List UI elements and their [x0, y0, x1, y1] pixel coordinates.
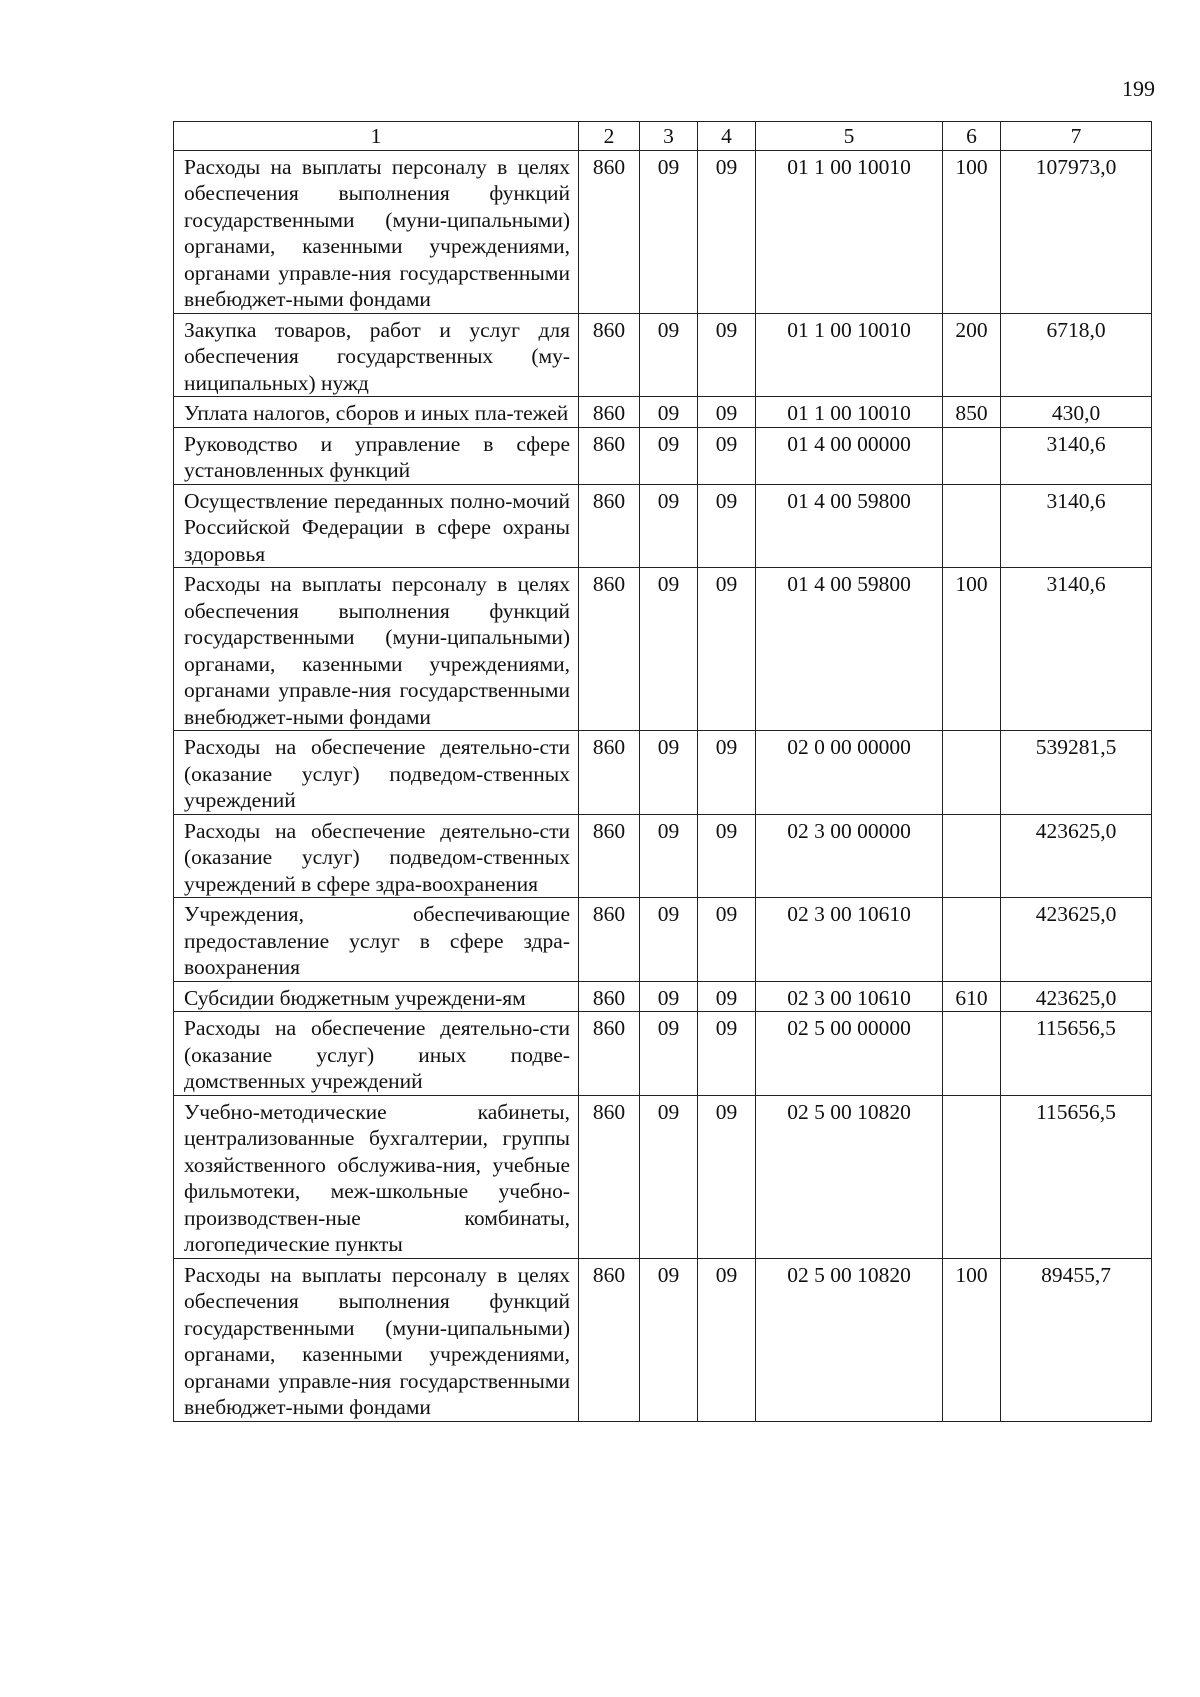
subsection-code-cell: 09 — [698, 1095, 756, 1258]
section-code-cell: 09 — [640, 150, 698, 313]
expense-type-cell — [943, 484, 1001, 568]
expense-type-cell — [943, 1095, 1001, 1258]
subsection-code-cell: 09 — [698, 898, 756, 982]
target-article-cell: 01 4 00 59800 — [756, 484, 943, 568]
ministry-code-cell: 860 — [579, 814, 640, 898]
section-code-cell: 09 — [640, 1258, 698, 1421]
amount-cell: 107973,0 — [1001, 150, 1152, 313]
expense-name-cell: Закупка товаров, работ и услуг для обеспечения государственных (му-ниципальных) нужд — [174, 313, 579, 397]
table-row — [174, 898, 1152, 982]
ministry-code-cell: 860 — [579, 1258, 640, 1421]
table-row — [174, 150, 1152, 313]
amount-cell: 539281,5 — [1001, 731, 1152, 815]
table-row — [174, 1012, 1152, 1096]
ministry-code-cell: 860 — [579, 731, 640, 815]
expense-type-cell — [943, 427, 1001, 484]
subsection-code-cell: 09 — [698, 1012, 756, 1096]
target-article-cell: 01 1 00 10010 — [756, 313, 943, 397]
expense-name-cell: Осуществление переданных полно-мочий Российской Федерации в сфере охраны здоровья — [174, 484, 579, 568]
table-row — [174, 313, 1152, 397]
expense-name-cell: Расходы на обеспечение деятельно-сти (оказание услуг) подведом-ственных учреждений — [174, 731, 579, 815]
table-row — [174, 981, 1152, 1012]
subsection-code-cell: 09 — [698, 313, 756, 397]
table-body — [174, 150, 1152, 1421]
target-article-cell: 01 4 00 59800 — [756, 568, 943, 731]
table-row — [174, 484, 1152, 568]
ministry-code-cell: 860 — [579, 313, 640, 397]
ministry-code-cell: 860 — [579, 1012, 640, 1096]
amount-cell: 3140,6 — [1001, 484, 1152, 568]
expense-type-cell: 100 — [943, 1258, 1001, 1421]
expense-type-cell — [943, 898, 1001, 982]
column-header-4: 4 — [698, 122, 756, 151]
subsection-code-cell: 09 — [698, 427, 756, 484]
table-row — [174, 731, 1152, 815]
column-header-1: 1 — [174, 122, 579, 151]
column-header-7: 7 — [1001, 122, 1152, 151]
expense-name-cell: Субсидии бюджетным учреждени-ям — [174, 981, 579, 1012]
expense-name-cell: Расходы на выплаты персоналу в целях обеспечения выполнения функций государственными (муни-ципальными) органами, казенными учреждениями, органами управле-ния государственными внебюджет-ными фондами — [174, 1258, 579, 1421]
section-code-cell: 09 — [640, 1095, 698, 1258]
ministry-code-cell: 860 — [579, 397, 640, 428]
expense-name-cell: Руководство и управление в сфере установленных функций — [174, 427, 579, 484]
expense-type-cell: 100 — [943, 150, 1001, 313]
target-article-cell: 01 1 00 10010 — [756, 397, 943, 428]
subsection-code-cell: 09 — [698, 150, 756, 313]
column-header-5: 5 — [756, 122, 943, 151]
target-article-cell: 02 3 00 00000 — [756, 814, 943, 898]
expense-name-cell: Уплата налогов, сборов и иных пла-тежей — [174, 397, 579, 428]
table-row — [174, 814, 1152, 898]
target-article-cell: 02 5 00 10820 — [756, 1095, 943, 1258]
subsection-code-cell: 09 — [698, 1258, 756, 1421]
target-article-cell: 02 3 00 10610 — [756, 981, 943, 1012]
ministry-code-cell: 860 — [579, 150, 640, 313]
target-article-cell: 02 5 00 10820 — [756, 1258, 943, 1421]
expense-type-cell — [943, 1012, 1001, 1096]
budget-table — [173, 121, 1152, 1422]
amount-cell: 423625,0 — [1001, 981, 1152, 1012]
table-row — [174, 568, 1152, 731]
ministry-code-cell: 860 — [579, 898, 640, 982]
expense-type-cell — [943, 814, 1001, 898]
amount-cell: 115656,5 — [1001, 1095, 1152, 1258]
amount-cell: 3140,6 — [1001, 427, 1152, 484]
expense-type-cell: 200 — [943, 313, 1001, 397]
ministry-code-cell: 860 — [579, 981, 640, 1012]
target-article-cell: 01 4 00 00000 — [756, 427, 943, 484]
target-article-cell: 02 5 00 00000 — [756, 1012, 943, 1096]
amount-cell: 115656,5 — [1001, 1012, 1152, 1096]
section-code-cell: 09 — [640, 898, 698, 982]
section-code-cell: 09 — [640, 814, 698, 898]
expense-name-cell: Расходы на выплаты персоналу в целях обеспечения выполнения функций государственными (муни-ципальными) органами, казенными учреждениями, органами управле-ния государственными внебюджет-ными фондами — [174, 568, 579, 731]
expense-name-cell: Расходы на обеспечение деятельно-сти (оказание услуг) иных подве-домственных учреждений — [174, 1012, 579, 1096]
ministry-code-cell: 860 — [579, 568, 640, 731]
amount-cell: 6718,0 — [1001, 313, 1152, 397]
section-code-cell: 09 — [640, 313, 698, 397]
subsection-code-cell: 09 — [698, 397, 756, 428]
target-article-cell: 02 3 00 10610 — [756, 898, 943, 982]
table-row — [174, 397, 1152, 428]
target-article-cell: 01 1 00 10010 — [756, 150, 943, 313]
section-code-cell: 09 — [640, 484, 698, 568]
table-row — [174, 427, 1152, 484]
subsection-code-cell: 09 — [698, 568, 756, 731]
table-header-row — [174, 122, 1152, 151]
subsection-code-cell: 09 — [698, 814, 756, 898]
expense-type-cell — [943, 731, 1001, 815]
ministry-code-cell: 860 — [579, 427, 640, 484]
expense-type-cell: 850 — [943, 397, 1001, 428]
subsection-code-cell: 09 — [698, 484, 756, 568]
page-number: 199 — [1122, 76, 1155, 101]
expense-type-cell: 610 — [943, 981, 1001, 1012]
column-header-2: 2 — [579, 122, 640, 151]
expense-name-cell: Учреждения, обеспечивающие предоставление услуг в сфере здра-воохранения — [174, 898, 579, 982]
column-header-3: 3 — [640, 122, 698, 151]
section-code-cell: 09 — [640, 427, 698, 484]
expense-type-cell: 100 — [943, 568, 1001, 731]
table-row — [174, 1258, 1152, 1421]
expense-name-cell: Расходы на выплаты персоналу в целях обеспечения выполнения функций государственными (муни-ципальными) органами, казенными учреждениями, органами управле-ния государственными внебюджет-ными фондами — [174, 150, 579, 313]
subsection-code-cell: 09 — [698, 981, 756, 1012]
amount-cell: 3140,6 — [1001, 568, 1152, 731]
table-row — [174, 1095, 1152, 1258]
section-code-cell: 09 — [640, 981, 698, 1012]
target-article-cell: 02 0 00 00000 — [756, 731, 943, 815]
section-code-cell: 09 — [640, 568, 698, 731]
section-code-cell: 09 — [640, 1012, 698, 1096]
ministry-code-cell: 860 — [579, 484, 640, 568]
subsection-code-cell: 09 — [698, 731, 756, 815]
amount-cell: 423625,0 — [1001, 814, 1152, 898]
column-header-6: 6 — [943, 122, 1001, 151]
amount-cell: 89455,7 — [1001, 1258, 1152, 1421]
expense-name-cell: Учебно-методические кабинеты, централизованные бухгалтерии, группы хозяйственного обслужива-ния, учебные фильмотеки, меж-школьные учебно-производствен-ные комбинаты, логопедические пункты — [174, 1095, 579, 1258]
amount-cell: 430,0 — [1001, 397, 1152, 428]
expense-name-cell: Расходы на обеспечение деятельно-сти (оказание услуг) подведом-ственных учреждений в сфере здра-воохранения — [174, 814, 579, 898]
section-code-cell: 09 — [640, 397, 698, 428]
section-code-cell: 09 — [640, 731, 698, 815]
amount-cell: 423625,0 — [1001, 898, 1152, 982]
ministry-code-cell: 860 — [579, 1095, 640, 1258]
